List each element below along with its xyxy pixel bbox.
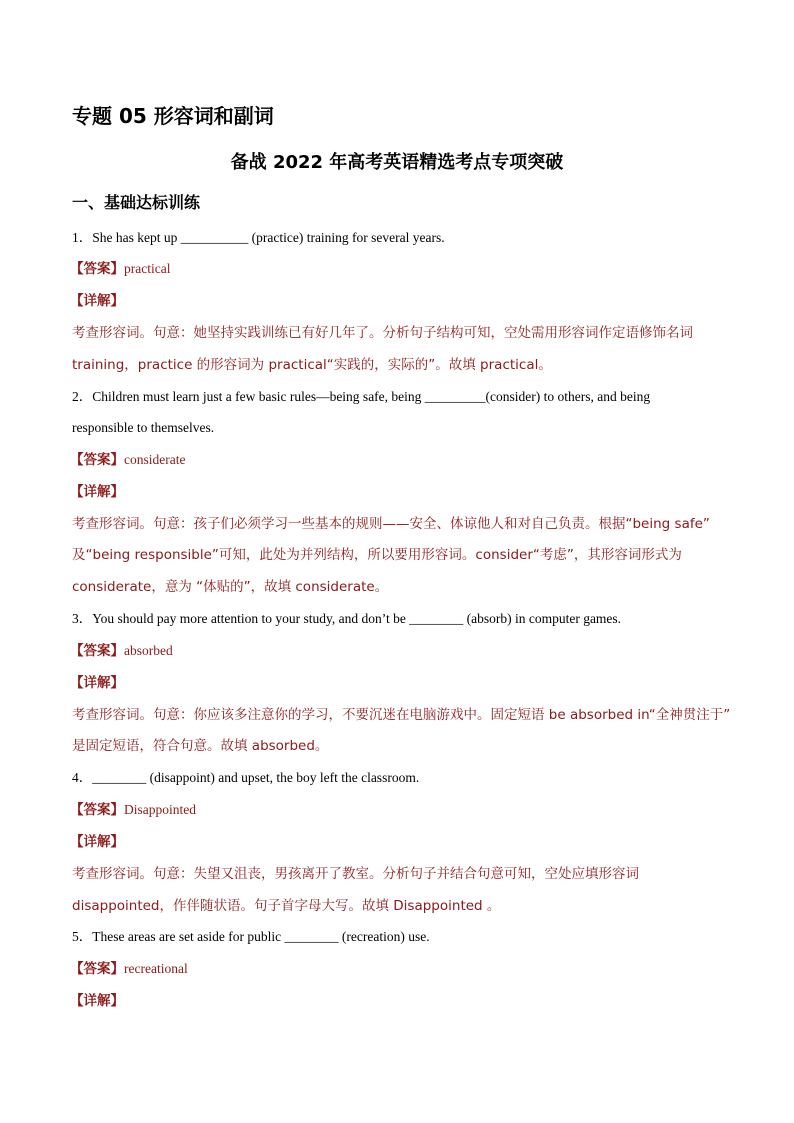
detail-label: 【详解】 [70, 993, 124, 1009]
question-3-answer [72, 641, 732, 661]
question-4-exp-2: disappointed，作伴随状语。句子首字母大写。故填 Disappointed 。 [72, 898, 501, 914]
question-1-exp-2: training，practice 的形容词为 practical“实践的，实际的”。故填 practical。 [72, 357, 552, 373]
answer-value: absorbed [124, 643, 173, 658]
document-subtitle: 备战 2022 年高考英语精选考点专项突破 [230, 152, 564, 173]
question-2-exp-1: 考查形容词。句意：孩子们必须学习一些基本的规则——安全、体谅他人和对自己负责。根据“being safe” [72, 516, 710, 532]
answer-label: 【答案】 [70, 961, 124, 977]
question-2-detail [72, 482, 732, 502]
question-4-line-1: 4．________ (disappoint) and upset, the boy left the classroom. [72, 770, 420, 785]
document-title: 专题 05 形容词和副词 [72, 104, 274, 128]
answer-value: recreational [124, 961, 188, 976]
answer-label: 【答案】 [70, 643, 124, 659]
question-2-line-1: 2．Children must learn just a few basic rules—being safe, being _________(consider) to others, and being [72, 389, 651, 404]
detail-label: 【详解】 [70, 484, 124, 500]
answer-value: considerate [124, 452, 186, 467]
answer-label: 【答案】 [70, 802, 124, 818]
detail-label: 【详解】 [70, 675, 124, 691]
question-4-detail [72, 832, 732, 852]
question-3-detail [72, 673, 732, 693]
question-5-answer [72, 959, 732, 979]
question-4-answer [72, 800, 732, 820]
answer-label: 【答案】 [70, 261, 124, 277]
detail-label: 【详解】 [70, 834, 124, 850]
question-2-exp-3: considerate，意为 “体贴的”，故填 considerate。 [72, 579, 389, 595]
question-5-line-1: 5．These areas are set aside for public ________ (recreation) use. [72, 929, 430, 944]
question-3-line-1: 3．You should pay more attention to your study, and don’t be ________ (absorb) in computer games. [72, 611, 622, 626]
question-2-exp-2: 及“being responsible”可知，此处为并列结构，所以要用形容词。consider“考虑”，其形容词形式为 [72, 547, 682, 563]
question-1-line-1: 1．She has kept up __________ (practice) training for several years. [72, 230, 445, 245]
question-1-detail [72, 291, 732, 311]
question-3-exp-1: 考查形容词。句意：你应该多注意你的学习，不要沉迷在电脑游戏中。固定短语 be absorbed in“全神贯注于” [72, 707, 731, 723]
question-1-answer [72, 259, 732, 279]
question-2-line-2: responsible to themselves. [72, 420, 215, 435]
answer-label: 【答案】 [70, 452, 124, 468]
answer-value: practical [124, 261, 171, 276]
question-2-answer [72, 450, 732, 470]
question-4-exp-1: 考查形容词。句意：失望又沮丧，男孩离开了教室。分析句子并结合句意可知，空处应填形容词 [72, 866, 639, 882]
section-heading: 一、基础达标训练 [72, 193, 201, 212]
question-5-detail [72, 991, 732, 1011]
answer-value: Disappointed [124, 802, 196, 817]
detail-label: 【详解】 [70, 293, 124, 309]
question-1-exp-1: 考查形容词。句意：她坚持实践训练已有好几年了。分析句子结构可知，空处需用形容词作定语修饰名词 [72, 325, 693, 341]
question-3-exp-2: 是固定短语，符合句意。故填 absorbed。 [72, 738, 329, 754]
